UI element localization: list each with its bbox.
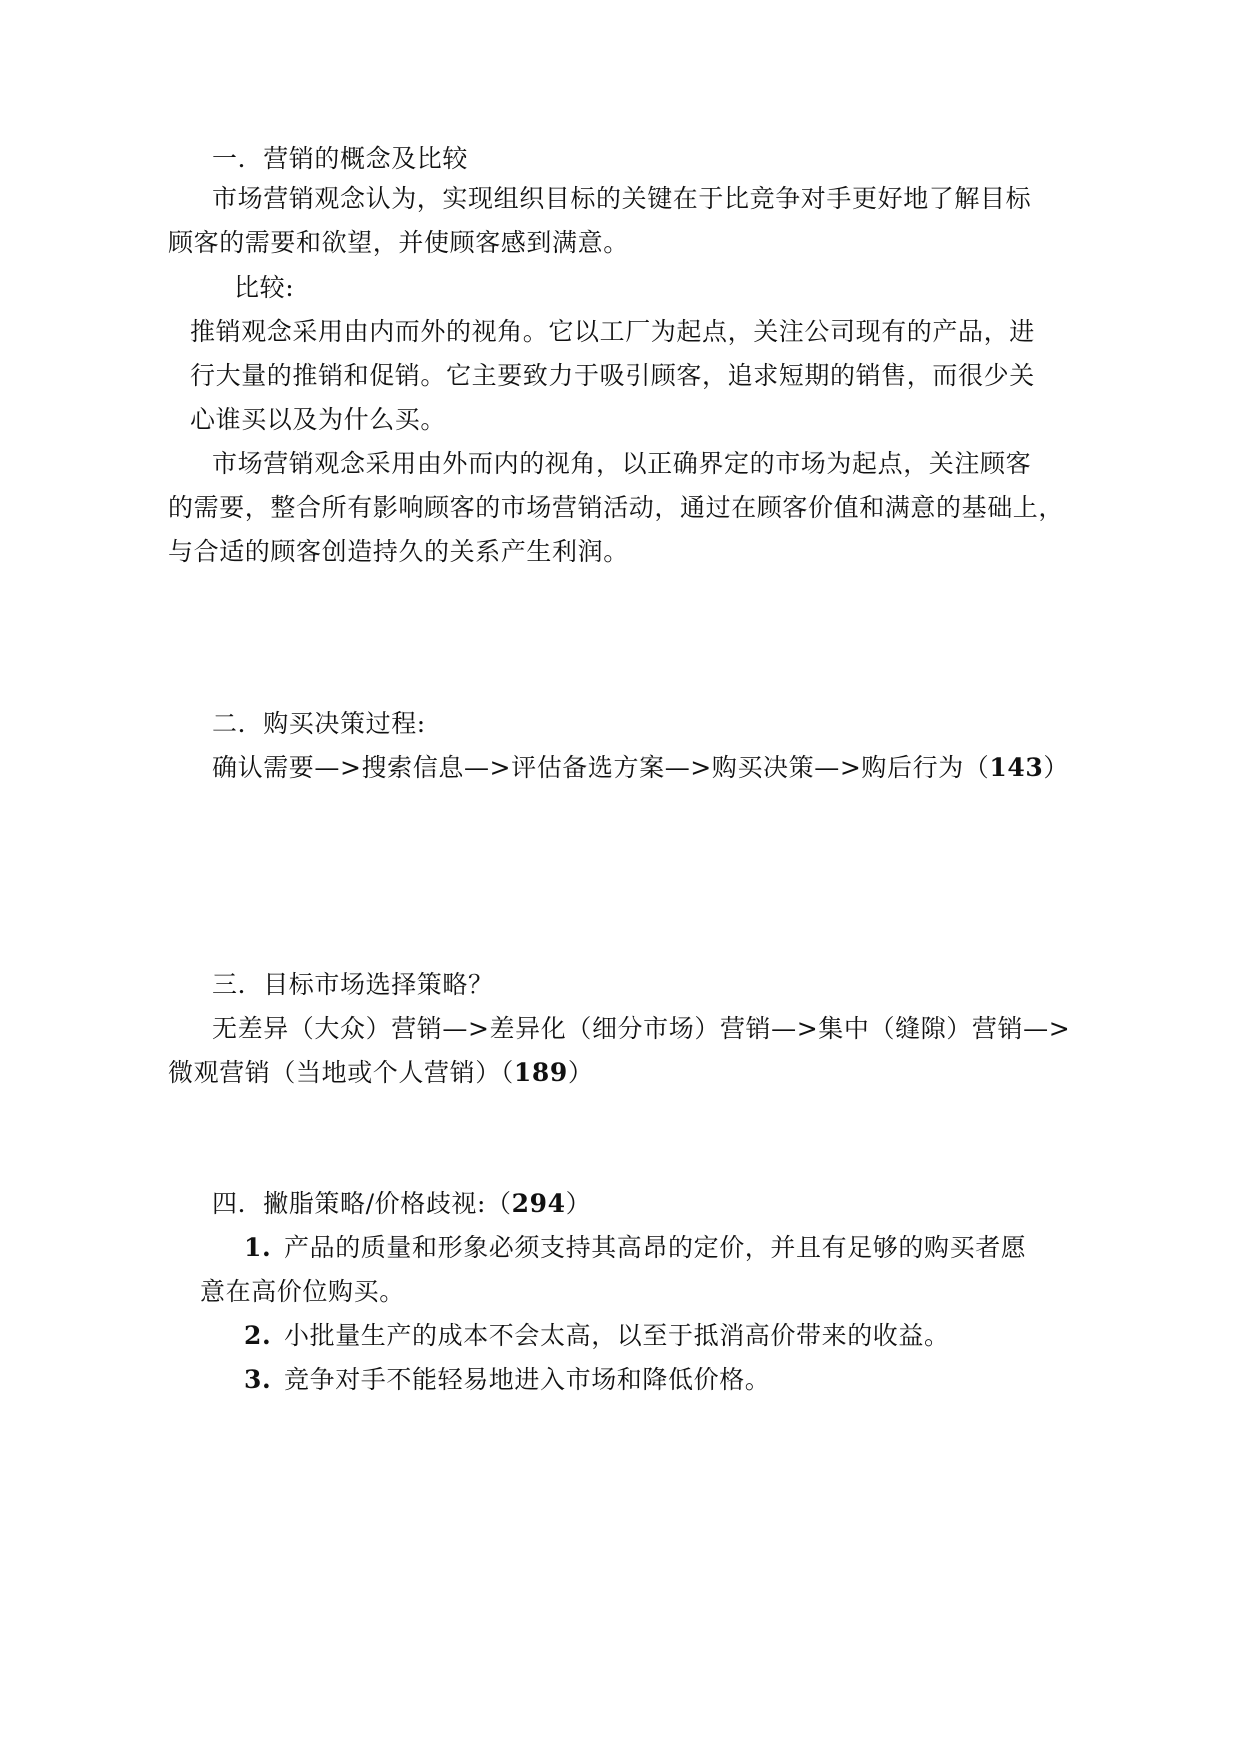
section-3-close-paren: ）: [567, 1058, 594, 1087]
section-1-para-3-line-1: 市场营销观念采用由外而内的视角，以正确界定的市场为起点，关注顾客: [212, 449, 1032, 478]
list-item-1-line-2: 意在高价位购买。: [200, 1277, 405, 1306]
list-item-2: [244, 1320, 950, 1352]
target-strategy-text: 微观营销（当地或个人营销）（: [168, 1058, 514, 1087]
section-3-heading: 三．目标市场选择策略？: [212, 970, 494, 999]
list-item-1-text: 产品的质量和形象必须支持其高昂的定价，并且有足够的购买者愿: [284, 1233, 1027, 1262]
section-4-heading-text: 四．撇脂策略/价格歧视:（: [212, 1189, 512, 1218]
target-strategy-line-1: 无差异（大众）营销—>差异化（细分市场）营销—>集中（缝隙）营销—>: [212, 1014, 1071, 1043]
list-item-2-number: 2.: [244, 1321, 272, 1350]
section-1-para-3-line-3: 与合适的顾客创造持久的关系产生利润。: [168, 537, 629, 566]
section-1-para-2-line-3: 心谁买以及为什么买。: [190, 405, 447, 434]
section-1-heading: 一．营销的概念及比较: [212, 144, 469, 173]
list-item-3-text: 竞争对手不能轻易地进入市场和降低价格。: [284, 1365, 771, 1394]
section-1-para-3-line-2: 的需要，整合所有影响顾客的市场营销活动，通过在顾客价值和满意的基础上，: [168, 493, 1065, 522]
list-item-3-number: 3.: [244, 1365, 272, 1394]
section-3-page-ref: 189: [513, 1058, 568, 1087]
list-item-2-text: 小批量生产的成本不会太高，以至于抵消高价带来的收益。: [284, 1321, 950, 1350]
section-4-close-paren: ）: [565, 1189, 592, 1218]
section-1-para-2-line-1: 推销观念采用由内而外的视角。它以工厂为起点，关注公司现有的产品，进: [190, 317, 1035, 346]
list-item-1-number: 1.: [244, 1233, 272, 1262]
decision-process-text: 确认需要—>搜索信息—>评估备选方案—>购买决策—>购后行为（: [212, 753, 990, 782]
list-item-1-line-1: [244, 1232, 1026, 1264]
decision-process-line: [212, 752, 1069, 784]
list-item-3: [244, 1364, 770, 1396]
section-2-heading: 二．购买决策过程:: [212, 709, 426, 738]
section-1-para-2-line-2: 行大量的推销和促销。它主要致力于吸引顾客，追求短期的销售，而很少关: [190, 361, 1035, 390]
section-4-heading: [212, 1188, 591, 1220]
section-4-page-ref: 294: [511, 1189, 566, 1218]
section-1-para-1-line-1: 市场营销观念认为，实现组织目标的关键在于比竞争对手更好地了解目标: [212, 184, 1032, 213]
compare-label: 比较:: [234, 273, 295, 302]
section-2-page-ref: 143: [989, 753, 1044, 782]
section-1-para-1-line-2: 顾客的需要和欲望，并使顾客感到满意。: [168, 228, 629, 257]
target-strategy-line-2: [168, 1057, 594, 1089]
section-2-close-paren: ）: [1043, 753, 1070, 782]
